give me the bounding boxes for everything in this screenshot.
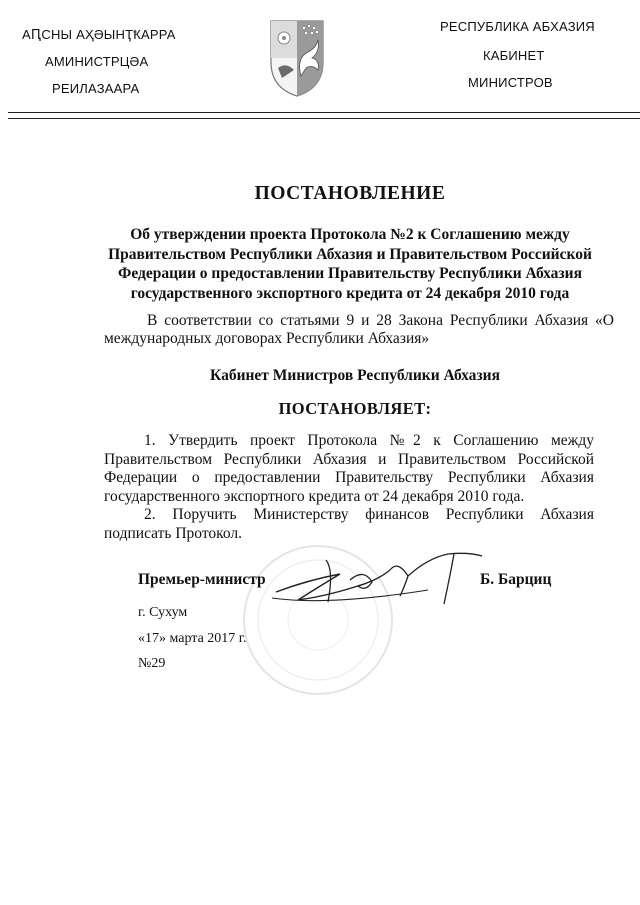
header-right-line-2: КАБИНЕТ xyxy=(483,48,545,63)
issue-place: г. Сухум xyxy=(138,605,188,620)
document-subject xyxy=(95,225,605,303)
preamble-line-2: международных договорах Республики Абхазия» xyxy=(104,330,430,347)
subject-line-1: Об утверждении проекта Протокола №2 к Соглашению между xyxy=(130,226,570,243)
issuing-body: Кабинет Министров Республики Абхазия xyxy=(210,367,500,384)
resolves-heading: ПОСТАНОВЛЯЕТ: xyxy=(278,399,432,418)
coat-of-arms-emblem xyxy=(268,18,326,98)
subject-line-2: Правительством Республики Абхазия и Правительством Российской xyxy=(108,245,592,263)
header-divider-thin xyxy=(8,118,640,119)
header-left-line-2: АМИНИСТРЦӘА xyxy=(45,54,149,69)
preamble xyxy=(104,312,614,348)
handwritten-signature xyxy=(268,540,498,620)
signatory-name: Б. Барциц xyxy=(480,571,552,588)
document-title: ПОСТАНОВЛЕНИЕ xyxy=(254,183,446,204)
resolution-item-1: 1. Утвердить проект Протокола №2 к Соглашению между Правительством Республики Абхазия и Правительством Российской Федерации о предоставлении Правительству Республики Абхазия государственного экспортного кредита от 24 декабря 2010 года. xyxy=(104,432,594,505)
header-left-line-1: АԤСНЫ АҲӘЫНҬҞАРРА xyxy=(22,27,176,42)
issue-date: «17» марта 2017 г. xyxy=(138,631,247,646)
preamble-line-1: В соответствии со статьями 9 и 28 Закона Республики Абхазия «О xyxy=(147,312,614,329)
header-right-line-1: РЕСПУБЛИКА АБХАЗИЯ xyxy=(440,19,595,34)
resolution-item-2: 2. Поручить Министерству финансов Республики Абхазия подписать Протокол. xyxy=(104,506,594,542)
signatory-title: Премьер-министр xyxy=(138,571,266,588)
header-left-line-3: РЕИЛАЗААРА xyxy=(52,81,140,96)
header-right-line-3: МИНИСТРОВ xyxy=(468,75,553,90)
subject-line-4: государственного экспортного кредита от 24 декабря 2010 года xyxy=(130,284,570,302)
header-divider-thick xyxy=(8,112,640,113)
document-number: №29 xyxy=(138,656,166,671)
resolution-items xyxy=(104,432,594,543)
subject-line-3: Федерации о предоставлении Правительству Республики Абхазия xyxy=(118,265,582,282)
